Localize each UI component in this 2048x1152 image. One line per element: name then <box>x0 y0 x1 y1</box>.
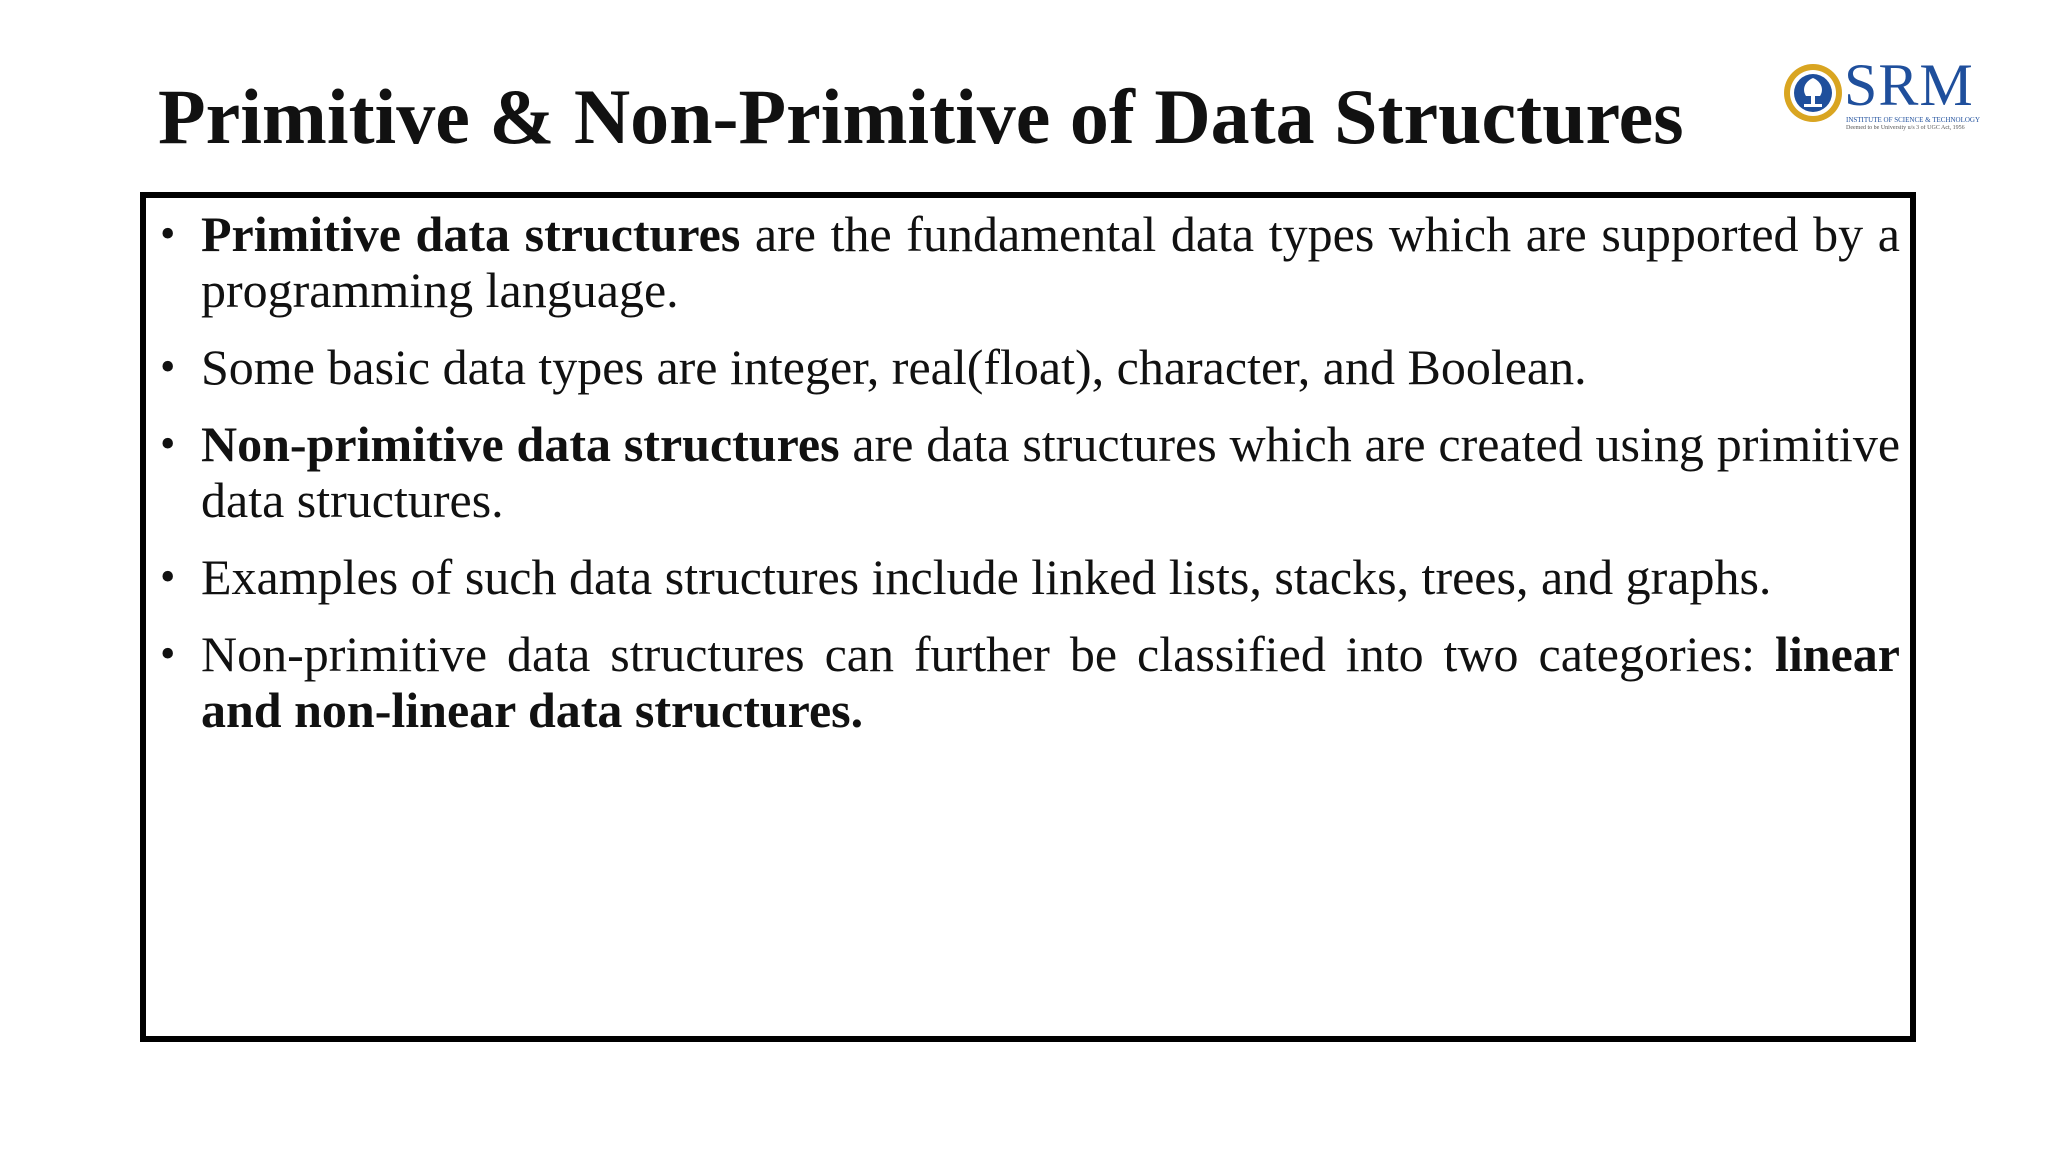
slide-title: Primitive & Non-Primitive of Data Structures <box>158 73 1684 160</box>
bullet-icon: • <box>160 552 176 601</box>
logo-tagline: Deemed to be University u/s 3 of UGC Act, 1956 <box>1846 125 1965 131</box>
bullet-item <box>160 206 1900 318</box>
bullet-bold-lead: Non-primitive data structures <box>201 416 840 472</box>
bullet-text: Some basic data types are integer, real(float), character, and Boolean. <box>201 339 1587 395</box>
content-box <box>140 192 1916 1042</box>
bullet-icon: • <box>160 342 176 391</box>
bullet-icon: • <box>160 419 176 468</box>
bullet-list <box>160 206 1900 759</box>
srm-logo <box>1782 52 1982 138</box>
srm-emblem-icon <box>1782 62 1844 124</box>
bullet-text: Non-primitive data structures can further be classified into two categories: <box>201 626 1776 682</box>
bullet-bold-tail: linear and non-linear data structures. <box>201 626 1900 738</box>
bullet-icon: • <box>160 629 176 678</box>
bullet-item <box>160 549 1900 605</box>
bullet-item <box>160 339 1900 395</box>
bullet-text: are the fundamental data types which are supported by a programming language. <box>201 206 1901 318</box>
logo-subtitle: INSTITUTE OF SCIENCE & TECHNOLOGY <box>1846 116 1981 124</box>
bullet-bold-lead: Primitive data structures <box>201 206 741 262</box>
bullet-item <box>160 626 1900 738</box>
bullet-item <box>160 416 1900 528</box>
bullet-icon: • <box>160 209 176 258</box>
bullet-text: Examples of such data structures include linked lists, stacks, trees, and graphs. <box>201 549 1772 605</box>
bullet-text: are data structures which are created using primitive data structures. <box>201 416 1901 528</box>
logo-text: SRM <box>1844 52 1974 118</box>
